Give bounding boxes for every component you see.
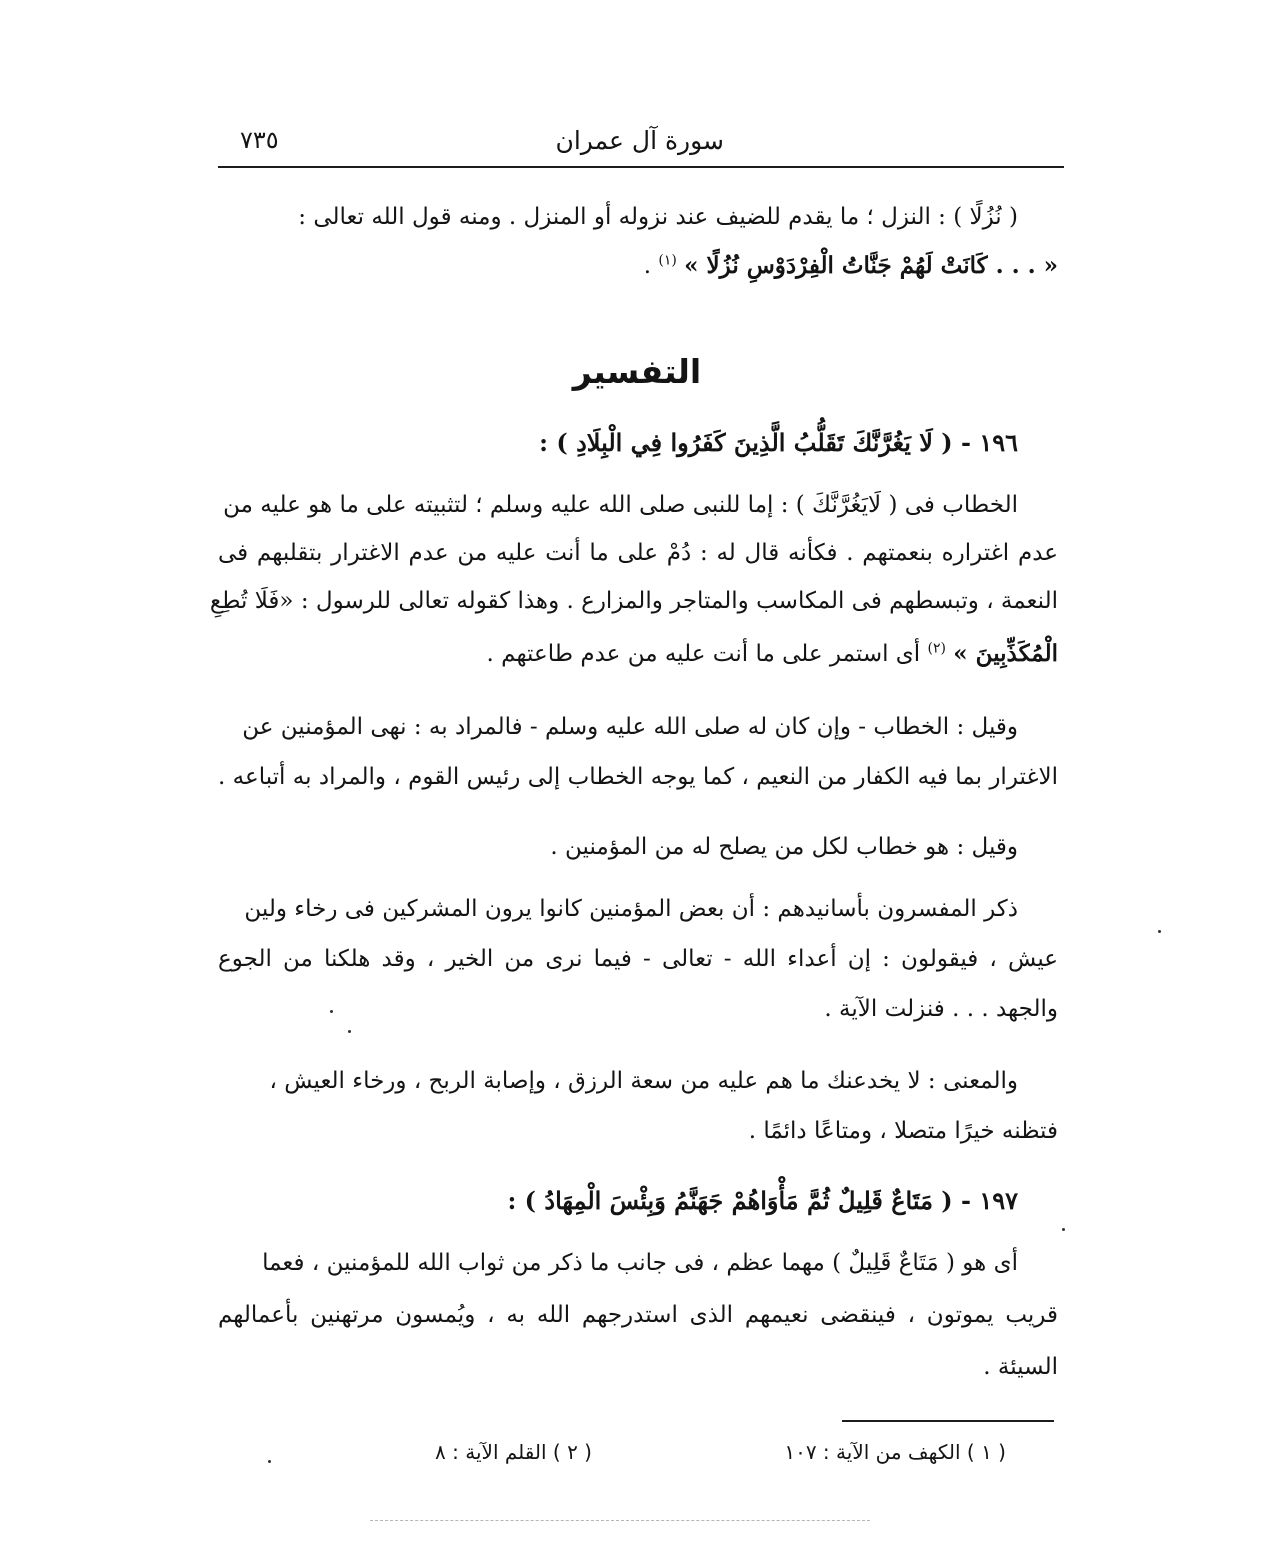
- paragraph-2: [218, 714, 1058, 814]
- intro-line-2-end: .: [643, 253, 652, 279]
- scan-speck: [1062, 1228, 1065, 1231]
- p5-line-2: فتظنه خيرًا متصلا ، ومتاعًا دائمًا .: [748, 1118, 1058, 1144]
- paragraph-5: [218, 1068, 1058, 1168]
- scan-speck: [1158, 930, 1161, 933]
- verse-196-block: [218, 428, 1058, 468]
- intro-gloss: [218, 204, 1058, 294]
- p1-line-3: النعمة ، وتبسطهم فى المكاسب والمتاجر والمزارع . وهذا كقوله تعالى للرسول : «فَلَا تُطِعِ: [209, 588, 1058, 614]
- p1-line-1: الخطاب فى ( لَايَغُرَّنَّكَ ) : إما للنبى صلى الله عليه وسلم ؛ لتثبيته على ما هو عليه من: [223, 492, 1018, 518]
- p1-line-4-rest: أى استمر على ما أنت عليه من عدم طاعتهم .: [486, 641, 921, 667]
- scan-edge-line: [370, 1520, 870, 1521]
- p5-line-1: والمعنى : لا يخدعنك ما هم عليه من سعة الرزق ، وإصابة الربح ، ورخاء العيش ،: [269, 1068, 1018, 1094]
- intro-line-2: [644, 252, 1058, 279]
- p4-line-2: عيش ، فيقولون : إن أعداء الله - تعالى - فيما نرى من الخير ، وقد هلكنا من الجوع: [218, 946, 1058, 972]
- scan-speck: [330, 1010, 333, 1013]
- p1-line-2: عدم اغتراره بنعمتهم . فكأنه قال له : دُمْ على ما أنت عليه من عدم الاغترار بتقلبهم فى: [218, 540, 1058, 566]
- footnote-mark-2: (٢): [927, 640, 946, 657]
- verse-196: ١٩٦ - ( لَا يَغُرَّنَّكَ تَقَلُّبُ الَّذِينَ كَفَرُوا فِي الْبِلَادِ ) :: [539, 428, 1018, 457]
- surah-title: سورة آل عمران: [555, 126, 724, 155]
- footnote-2: ( ٢ ) القلم الآية : ٨: [435, 1440, 592, 1464]
- p4-line-1: ذكر المفسرون بأسانيدهم : أن بعض المؤمنين كانوا يرون المشركين فى رخاء ولين: [244, 896, 1018, 922]
- header-rule: [218, 166, 1064, 168]
- scan-speck: [268, 1460, 271, 1463]
- verse-197-block: [218, 1186, 1058, 1226]
- footnote-mark-1: (١): [658, 252, 677, 269]
- footnote-rule: [842, 1420, 1054, 1422]
- p6-line-3: السيئة .: [983, 1354, 1058, 1380]
- intro-line-1: ( نُزُلًا ) : النزل ؛ ما يقدم للضيف عند نزوله أو المنزل . ومنه قول الله تعالى :: [298, 204, 1018, 230]
- p6-line-1: أى هو ( مَتَاعٌ قَلِيلٌ ) مهما عظم ، فى جانب ما ذكر من ثواب الله للمؤمنين ، فعما: [262, 1250, 1018, 1276]
- p6-line-2: قريب يموتون ، فينقضى نعيمهم الذى استدرجهم الله به ، ويُمسون مرتهنين بأعمالهم: [218, 1302, 1058, 1328]
- p2-line-2: الاغترار بما فيه الكفار من النعيم ، كما يوجه الخطاب إلى رئيس القوم ، والمراد به أتباعه .: [218, 764, 1058, 790]
- p3-line-1: وقيل : هو خطاب لكل من يصلح له من المؤمنين .: [550, 834, 1018, 860]
- running-header: [218, 120, 1064, 164]
- footnote-1: ( ١ ) الكهف من الآية : ١٠٧: [784, 1440, 1006, 1464]
- verse-197: ١٩٧ - ( مَتَاعٌ قَلِيلٌ ثُمَّ مَأْوَاهُمْ جَهَنَّمُ وَبِئْسَ الْمِهَادُ ) :: [507, 1186, 1018, 1215]
- quoted-word: الْمُكَذِّبِينَ »: [953, 640, 1058, 667]
- quoted-verse: « . . . كَانَتْ لَهُمْ جَنَّاتُ الْفِرْدَوْسِ نُزُلًا »: [684, 252, 1058, 279]
- scan-speck: [348, 1030, 351, 1033]
- paragraph-6: [218, 1250, 1058, 1400]
- p4-line-3: والجهد . . . فنزلت الآية .: [824, 996, 1058, 1022]
- paragraph-3: [218, 834, 1058, 874]
- p1-line-4: [487, 640, 1058, 667]
- paragraph-4: [218, 896, 1058, 1046]
- page-number: ٧٣٥: [240, 126, 279, 154]
- paragraph-1: [209, 492, 1058, 692]
- section-heading: التفسير: [572, 352, 702, 391]
- p2-line-1: وقيل : الخطاب - وإن كان له صلى الله عليه وسلم - فالمراد به : نهى المؤمنين عن: [242, 714, 1018, 740]
